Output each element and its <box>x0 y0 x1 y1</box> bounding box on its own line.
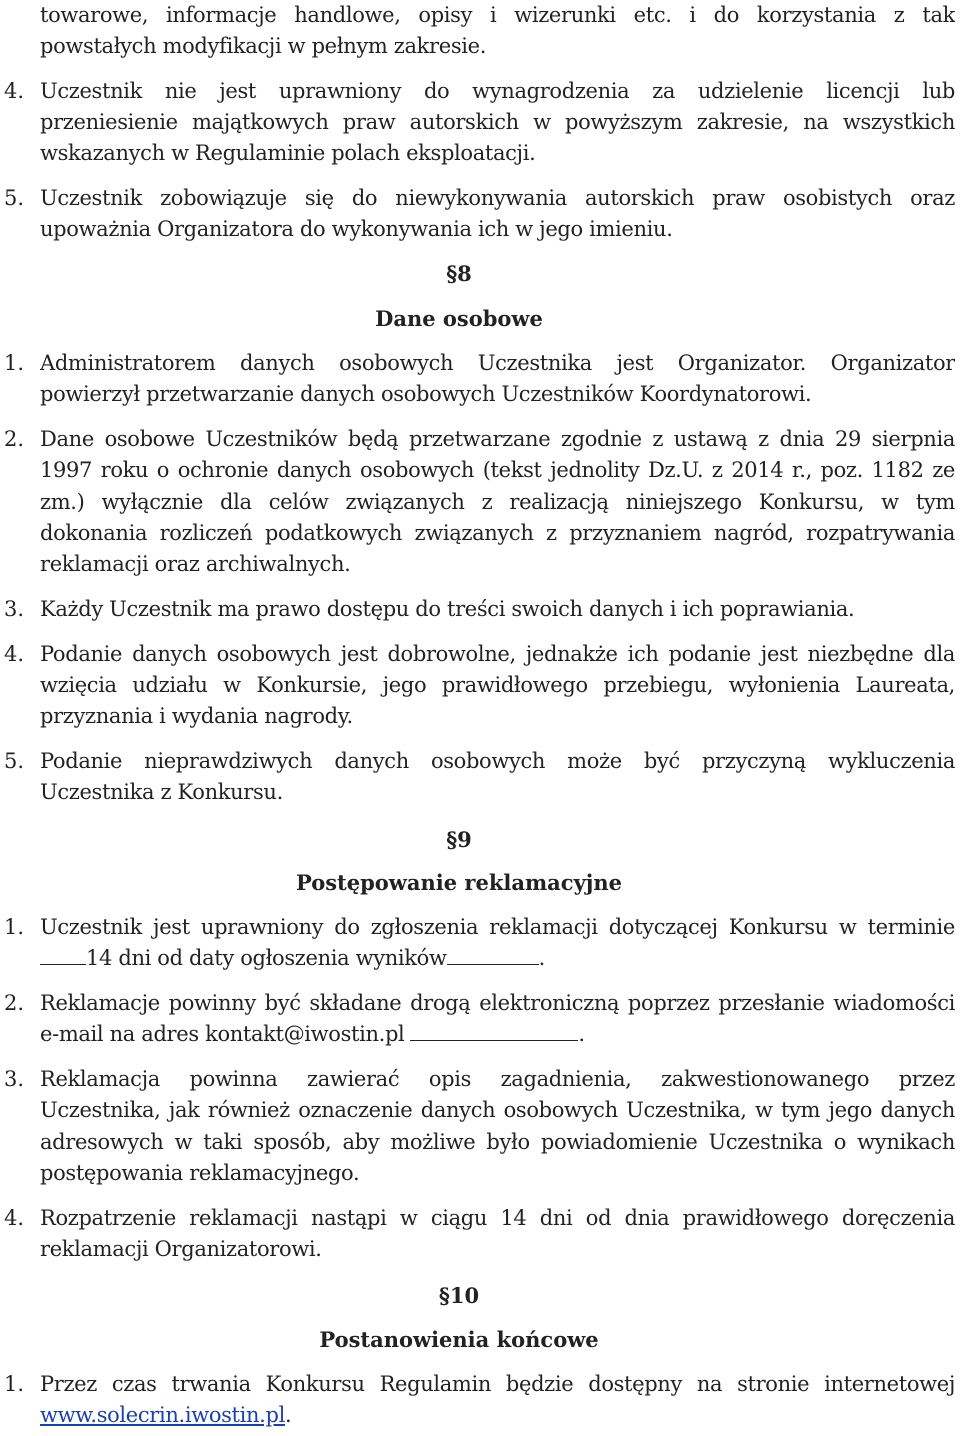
paragraph-line: Przez czas trwania Konkursu Regulamin będzie dostępny na stronie internetowej <box>40 1372 955 1396</box>
email-text: e-mail na adres kontakt@iwostin.pl <box>40 1022 405 1046</box>
item-number: 3. <box>4 1067 25 1091</box>
paragraph-line: przyznania i wydania nagrody. <box>40 704 353 728</box>
paragraph-line: postępowania reklamacyjnego. <box>40 1161 360 1185</box>
fill-blank <box>447 944 539 965</box>
section-title: Postanowienia końcowe <box>319 1327 599 1352</box>
paragraph-line: Reklamacje powinny być składane drogą elektroniczną poprzez przesłanie wiadomości <box>40 991 955 1015</box>
paragraph-line: Uczestnika z Konkursu. <box>40 780 283 804</box>
paragraph-line <box>40 1400 955 1431</box>
item-number: 4. <box>4 79 25 103</box>
paragraph-line: reklamacji Organizatorowi. <box>40 1237 322 1261</box>
item-number: 5. <box>4 749 25 773</box>
paragraph-line: adresowych w taki sposób, aby możliwe było powiadomienie Uczestnika o wynikach <box>40 1130 955 1154</box>
website-link[interactable]: www.solecrin.iwostin.pl <box>40 1403 285 1427</box>
paragraph-line: Uczestnik zobowiązuje się do niewykonywania autorskich praw osobistych oraz <box>40 186 955 210</box>
line-end: . <box>578 1022 585 1046</box>
paragraph-line: powstałych modyfikacji w pełnym zakresie. <box>40 34 487 58</box>
section-title: Postępowanie reklamacyjne <box>295 870 622 895</box>
section-number: §9 <box>446 827 472 852</box>
paragraph-line: Rozpatrzenie reklamacji nastąpi w ciągu 14 dni od dnia prawidłowego doręczenia <box>40 1206 955 1230</box>
paragraph-line: powierzył przetwarzanie danych osobowych Uczestników Koordynatorowi. <box>40 382 812 406</box>
paragraph-line: Każdy Uczestnik ma prawo dostępu do treści swoich danych i ich poprawiania. <box>40 597 855 621</box>
paragraph-line: dokonania rozliczeń podatkowych związanych z przyznaniem nagród, rozpatrywania <box>40 521 955 545</box>
item-number: 4. <box>4 642 25 666</box>
paragraph-line: zm.) wyłącznie dla celów związanych z realizacją niniejszego Konkursu, w tym <box>40 490 955 514</box>
line-end: . <box>284 1403 292 1427</box>
item-number: 4. <box>4 1206 25 1230</box>
paragraph-line: Administratorem danych osobowych Uczestnika jest Organizator. Organizator <box>40 351 955 375</box>
paragraph-line: Uczestnik nie jest uprawniony do wynagrodzenia za udzielenie licencji lub <box>40 79 955 103</box>
line-end: . <box>538 946 545 970</box>
item-number: 2. <box>4 427 25 451</box>
paragraph-line: przeniesienie majątkowych praw autorskich w powyższym zakresie, na wszystkich <box>40 110 955 134</box>
paragraph-line: reklamacji oraz archiwalnych. <box>40 552 351 576</box>
item-number: 1. <box>4 915 25 939</box>
fill-blank <box>40 944 86 965</box>
paragraph-line: Uczestnika, jak również oznaczenie danych osobowych Uczestnika, w tym jego danych <box>40 1098 955 1122</box>
paragraph-line <box>40 943 955 974</box>
paragraph-line: upoważnia Organizatora do wykonywania ich w jego imieniu. <box>40 217 673 241</box>
paragraph-line: Podanie nieprawdziwych danych osobowych może być przyczyną wykluczenia <box>40 749 955 773</box>
item-number: 3. <box>4 597 25 621</box>
item-number: 1. <box>4 1372 25 1396</box>
paragraph-line: Uczestnik jest uprawniony do zgłoszenia reklamacji dotyczącej Konkursu w terminie <box>40 915 955 939</box>
paragraph-line <box>40 1019 955 1050</box>
paragraph-line: Reklamacja powinna zawierać opis zagadnienia, zakwestionowanego przez <box>40 1067 955 1091</box>
section-title: Dane osobowe <box>375 306 543 331</box>
paragraph-line: 1997 roku o ochronie danych osobowych (tekst jednolity Dz.U. z 2014 r., poz. 1182 ze <box>40 458 955 482</box>
paragraph-line: Dane osobowe Uczestników będą przetwarzane zgodnie z ustawą z dnia 29 sierpnia <box>40 427 955 451</box>
item-number: 1. <box>4 351 25 375</box>
paragraph-line: Podanie danych osobowych jest dobrowolne, jednakże ich podanie jest niezbędne dla <box>40 642 955 666</box>
section-number: §10 <box>438 1283 480 1308</box>
item-number: 5. <box>4 186 25 210</box>
paragraph-line: wzięcia udziału w Konkursie, jego prawidłowego przebiegu, wyłonienia Laureata, <box>40 673 955 697</box>
item-number: 2. <box>4 991 25 1015</box>
section-number: §8 <box>446 261 472 286</box>
deadline-text: 14 dni od daty ogłoszenia wyników <box>86 946 447 970</box>
paragraph-line: wskazanych w Regulaminie polach eksploatacji. <box>40 141 536 165</box>
fill-blank <box>410 1020 578 1041</box>
paragraph-line: towarowe, informacje handlowe, opisy i wizerunki etc. i do korzystania z tak <box>40 3 955 27</box>
